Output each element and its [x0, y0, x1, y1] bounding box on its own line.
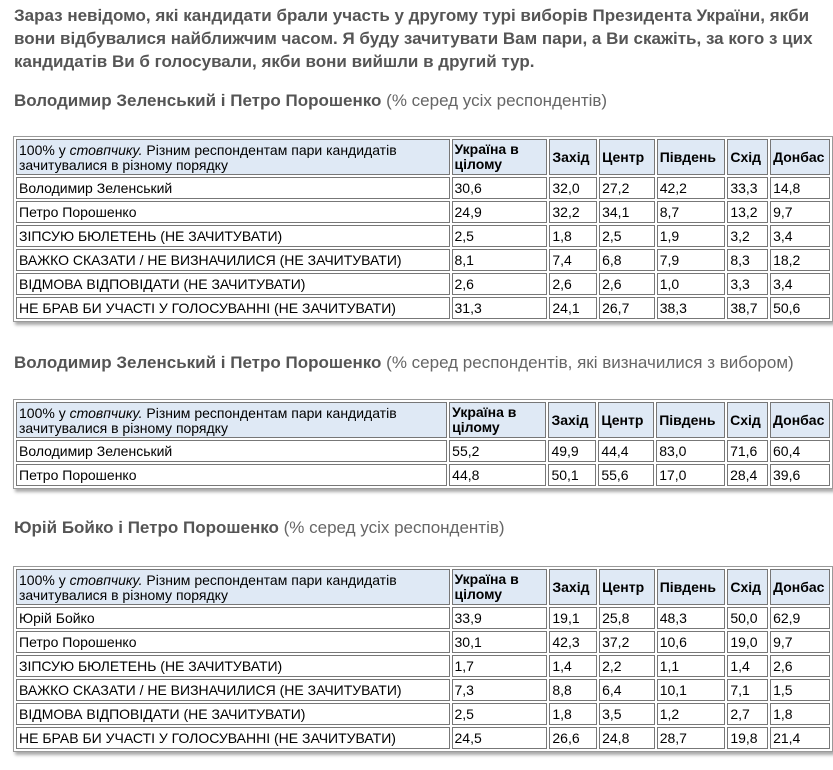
table-cell: 25,8	[599, 607, 655, 629]
table-cell: 1,8	[770, 703, 830, 725]
table-row	[16, 225, 830, 247]
section-note: (% серед усіх респондентів)	[386, 91, 608, 110]
table-cell: 19,0	[727, 631, 768, 653]
table	[14, 137, 832, 321]
header-desc-prefix: 100% у	[19, 404, 70, 421]
row-label: ЗІПСУЮ БЮЛЕТЕНЬ (НЕ ЗАЧИТУВАТИ)	[16, 655, 450, 677]
header-desc-prefix: 100% у	[19, 571, 70, 588]
table-cell: 2,5	[599, 225, 655, 247]
column-header: Донбас	[770, 569, 830, 605]
section-note: (% серед респондентів, які визначилися з вибором)	[386, 353, 794, 372]
table-cell: 1,7	[452, 655, 548, 677]
table-cell: 2,6	[549, 273, 597, 295]
table-cell: 8,3	[727, 249, 768, 271]
row-label: ВАЖКО СКАЗАТИ / НЕ ВИЗНАЧИЛИСЯ (НЕ ЗАЧИТУВАТИ)	[16, 249, 450, 271]
table-cell: 37,2	[599, 631, 655, 653]
table-cell: 1,8	[549, 703, 597, 725]
table-cell: 3,4	[770, 225, 830, 247]
row-label: ЗІПСУЮ БЮЛЕТЕНЬ (НЕ ЗАЧИТУВАТИ)	[16, 225, 450, 247]
column-header: Донбас	[770, 139, 830, 175]
column-header: Захід	[549, 139, 597, 175]
table-cell: 28,4	[727, 464, 768, 486]
table-cell: 55,2	[449, 440, 546, 462]
row-label: ВАЖКО СКАЗАТИ / НЕ ВИЗНАЧИЛИСЯ (НЕ ЗАЧИТУВАТИ)	[16, 679, 450, 701]
row-label: НЕ БРАВ БИ УЧАСТІ У ГОЛОСУВАННІ (НЕ ЗАЧИТУВАТИ)	[16, 727, 450, 749]
table-cell: 39,6	[770, 464, 830, 486]
header-desc-prefix: 100% у	[19, 141, 70, 158]
table-cell: 33,9	[452, 607, 548, 629]
table-cell: 17,0	[656, 464, 725, 486]
column-header: Україна в цілому	[452, 569, 548, 605]
header-desc-italic: стовпчику.	[69, 404, 143, 421]
table-cell: 1,2	[657, 703, 726, 725]
table-cell: 30,6	[452, 177, 548, 199]
table-cell: 3,5	[599, 703, 655, 725]
table-row	[16, 631, 830, 653]
table-row	[16, 273, 830, 295]
column-header: Центр	[598, 402, 654, 438]
table-cell: 19,1	[549, 607, 597, 629]
table-cell: 3,2	[727, 225, 768, 247]
table-cell: 1,0	[657, 273, 726, 295]
row-label: НЕ БРАВ БИ УЧАСТІ У ГОЛОСУВАННІ (НЕ ЗАЧИТУВАТИ)	[16, 297, 450, 319]
table-cell: 1,8	[549, 225, 597, 247]
row-label: Володимир Зеленський	[16, 177, 450, 199]
table-row	[16, 201, 830, 223]
table-cell: 42,3	[549, 631, 597, 653]
header-desc-rest: Різним респондентам пари кандидатів зачитувалися в різному порядку	[19, 141, 397, 173]
table-cell: 50,0	[727, 607, 768, 629]
table-cell: 2,2	[599, 655, 655, 677]
table-row	[16, 249, 830, 271]
header-desc-rest: Різним респондентам пари кандидатів зачитувалися в різному порядку	[19, 404, 397, 436]
header-description	[16, 569, 450, 605]
table-row	[16, 607, 830, 629]
section-title	[14, 517, 505, 539]
table-cell: 49,9	[548, 440, 596, 462]
table-cell: 44,8	[449, 464, 546, 486]
column-header: Україна в цілому	[452, 139, 548, 175]
table-cell: 62,9	[770, 607, 830, 629]
table-cell: 38,3	[657, 297, 726, 319]
row-label: Юрій Бойко	[16, 607, 450, 629]
table-cell: 55,6	[598, 464, 654, 486]
results-table	[13, 399, 833, 489]
table-cell: 83,0	[656, 440, 725, 462]
results-table	[13, 136, 833, 322]
table-row	[16, 727, 830, 749]
table-cell: 19,8	[727, 727, 768, 749]
table-cell: 2,5	[452, 703, 548, 725]
column-header: Південь	[657, 139, 726, 175]
column-header: Південь	[656, 402, 725, 438]
table-cell: 14,8	[770, 177, 830, 199]
section-name: Юрій Бойко і Петро Порошенко	[14, 518, 279, 537]
table-row	[16, 679, 830, 701]
row-label: Петро Порошенко	[16, 464, 447, 486]
table-cell: 50,1	[548, 464, 596, 486]
column-header: Схід	[727, 402, 768, 438]
table-cell: 26,6	[549, 727, 597, 749]
table-cell: 3,4	[770, 273, 830, 295]
table-cell: 3,3	[727, 273, 768, 295]
table-cell: 8,7	[657, 201, 726, 223]
table-cell: 2,6	[599, 273, 655, 295]
table-cell: 9,7	[770, 201, 830, 223]
header-desc-italic: стовпчику.	[69, 141, 143, 158]
row-label: ВІДМОВА ВІДПОВІДАТИ (НЕ ЗАЧИТУВАТИ)	[16, 703, 450, 725]
column-header: Центр	[599, 139, 655, 175]
table-cell: 18,2	[770, 249, 830, 271]
table-cell: 27,2	[599, 177, 655, 199]
table-cell: 33,3	[727, 177, 768, 199]
table-cell: 26,7	[599, 297, 655, 319]
table-cell: 2,6	[770, 655, 830, 677]
table-cell: 24,8	[599, 727, 655, 749]
table-cell: 71,6	[727, 440, 768, 462]
table-cell: 24,9	[452, 201, 548, 223]
table-cell: 10,1	[657, 679, 726, 701]
table-cell: 7,4	[549, 249, 597, 271]
table-cell: 31,3	[452, 297, 548, 319]
table-cell: 7,3	[452, 679, 548, 701]
table-cell: 8,8	[549, 679, 597, 701]
table-cell: 32,0	[549, 177, 597, 199]
table	[14, 567, 832, 751]
header-desc-rest: Різним респондентам пари кандидатів зачитувалися в різному порядку	[19, 571, 397, 603]
table-cell: 7,9	[657, 249, 726, 271]
table-cell: 6,8	[599, 249, 655, 271]
table-cell: 60,4	[770, 440, 830, 462]
results-table	[13, 566, 833, 752]
row-label: Петро Порошенко	[16, 201, 450, 223]
header-desc-italic: стовпчику.	[69, 571, 143, 588]
table-cell: 34,1	[599, 201, 655, 223]
column-header: Центр	[599, 569, 655, 605]
table	[14, 400, 832, 488]
table-cell: 1,1	[657, 655, 726, 677]
section-title	[14, 90, 607, 112]
row-label: ВІДМОВА ВІДПОВІДАТИ (НЕ ЗАЧИТУВАТИ)	[16, 273, 450, 295]
column-header: Захід	[548, 402, 596, 438]
table-cell: 44,4	[598, 440, 654, 462]
column-header: Захід	[549, 569, 597, 605]
table-row	[16, 297, 830, 319]
table-row	[16, 464, 830, 486]
table-cell: 42,2	[657, 177, 726, 199]
row-label: Петро Порошенко	[16, 631, 450, 653]
table-cell: 21,4	[770, 727, 830, 749]
table-cell: 38,7	[727, 297, 768, 319]
table-cell: 2,7	[727, 703, 768, 725]
table-cell: 24,1	[549, 297, 597, 319]
row-label: Володимир Зеленський	[16, 440, 447, 462]
table-cell: 13,2	[727, 201, 768, 223]
section-note: (% серед усіх респондентів)	[283, 518, 505, 537]
table-cell: 48,3	[657, 607, 726, 629]
table-header-row	[16, 139, 830, 175]
table-header-row	[16, 402, 830, 438]
table-cell: 28,7	[657, 727, 726, 749]
table-cell: 7,1	[727, 679, 768, 701]
table-cell: 1,5	[770, 679, 830, 701]
table-cell: 2,5	[452, 225, 548, 247]
table-cell: 30,1	[452, 631, 548, 653]
table-row	[16, 177, 830, 199]
table-cell: 10,6	[657, 631, 726, 653]
table-cell: 1,4	[549, 655, 597, 677]
header-description	[16, 139, 450, 175]
table-row	[16, 703, 830, 725]
table-cell: 1,4	[727, 655, 768, 677]
table-cell: 50,6	[770, 297, 830, 319]
table-cell: 9,7	[770, 631, 830, 653]
column-header: Україна в цілому	[449, 402, 546, 438]
section-title	[14, 352, 794, 374]
table-row	[16, 440, 830, 462]
intro-question: Зараз невідомо, які кандидати брали участь у другому турі виборів Президента України, якби вони відбувалися найближчим часом. Я буду зачитувати Вам пари, а Ви скажіть, за кого з цих кандидатів Ви б голосували, якби вони вийшли в другий тур.	[14, 6, 813, 71]
table-row	[16, 655, 830, 677]
header-description	[16, 402, 447, 438]
table-cell: 6,4	[599, 679, 655, 701]
table-header-row	[16, 569, 830, 605]
section-name: Володимир Зеленський і Петро Порошенко	[14, 91, 382, 110]
column-header: Донбас	[770, 402, 830, 438]
table-cell: 32,2	[549, 201, 597, 223]
table-cell: 24,5	[452, 727, 548, 749]
table-cell: 2,6	[452, 273, 548, 295]
column-header: Схід	[727, 139, 768, 175]
column-header: Схід	[727, 569, 768, 605]
table-cell: 8,1	[452, 249, 548, 271]
column-header: Південь	[657, 569, 726, 605]
section-name: Володимир Зеленський і Петро Порошенко	[14, 353, 382, 372]
table-cell: 1,9	[657, 225, 726, 247]
